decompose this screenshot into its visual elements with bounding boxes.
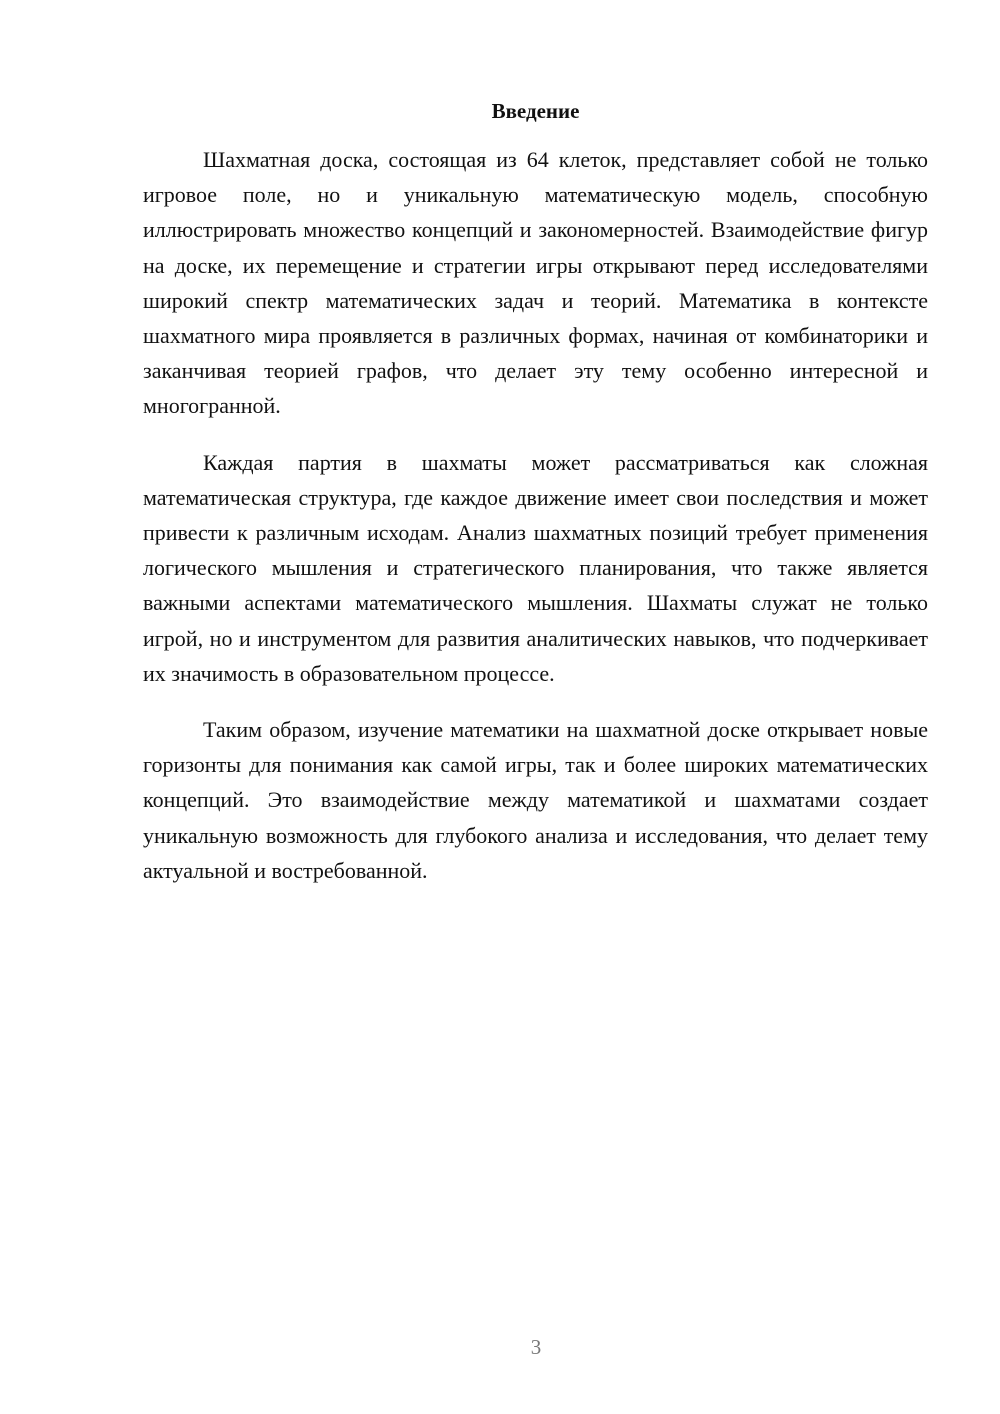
section-heading: Введение	[491, 99, 580, 123]
body-text	[143, 142, 928, 909]
page-number: 3	[530, 1335, 542, 1359]
paragraph-2: Каждая партия в шахматы может рассматриваться как сложная математическая структура, где каждое движение имеет свои последствия и может привести к различным исходам. Анализ шахматных позиций требует применения логического мышления и стратегического планирования, что также является важными аспектами математического мышления. Шахматы служат не только игрой, но и инструментом для развития аналитических навыков, что подчеркивает их значимость в образовательном процессе.	[143, 449, 928, 686]
paragraph-3: Таким образом, изучение математики на шахматной доске открывает новые горизонты для понимания как самой игры, так и более широких математических концепций. Это взаимодействие между математикой и шахматами создает уникальную возможность для глубокого анализа и исследования, что делает тему актуальной и востребованной.	[143, 717, 928, 883]
paragraph-1: Шахматная доска, состоящая из 64 клеток, представляет собой не только игровое поле, но и уникальную математическую модель, способную иллюстрировать множество концепций и закономерностей. Взаимодействие фигур на доске, их перемещение и стратегии игры открывают перед исследователями широкий спектр математических задач и теорий. Математика в контексте шахматного мира проявляется в различных формах, начиная от комбинаторики и заканчивая теорией графов, что делает эту тему особенно интересной и многогранной.	[143, 147, 928, 419]
